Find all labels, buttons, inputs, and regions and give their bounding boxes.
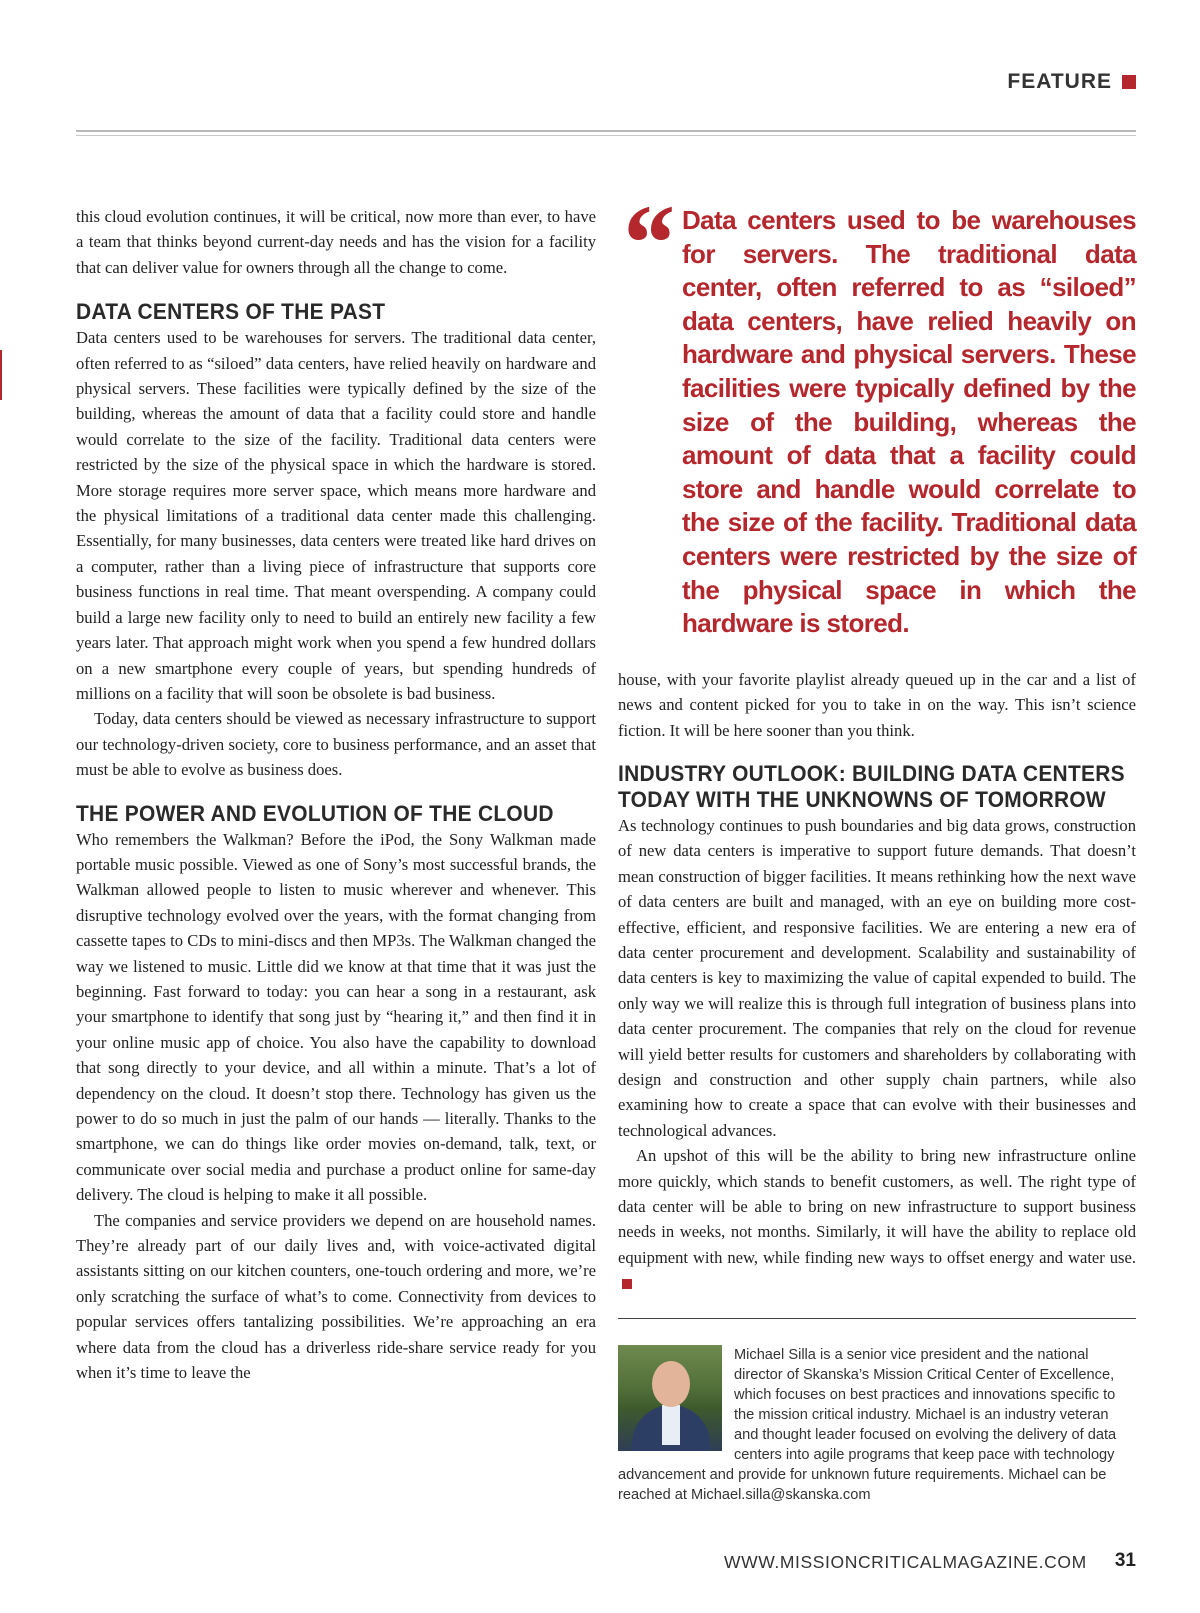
section-header [1007, 70, 1136, 94]
section-heading-past: DATA CENTERS OF THE PAST [76, 299, 386, 325]
cloud-paragraph-1: Who remembers the Walkman? Before the iPod, the Sony Walkman made portable music possible. Viewed as one of Sony’s most successful brands, the Walkman allowed people to listen to music wherever and whenever. This disruptive technology evolved over the years, with the format changing from cassette tapes to CDs to mini-discs and then MP3s. The Walkman changed the way we listened to music. Little did we know at that time that it was just the beginning. Fast forward to today: you can hear a song in a restaurant, ask your smartphone to identify that song just by “hearing it,” and then find it in your online music app of choice. You also have the capability to download that song directly to your device, and all within a minute. That’s a lot of dependency on the cloud. It doesn’t stop there. Technology has given us the power to do so much in just the palm of our hands — literally. Thanks to the smartphone, we can do things like order movies on-demand, talk, text, or communicate over social media and purchase a product online for same-day delivery. The cloud is helping to make it all possible. [76, 829, 596, 1205]
author-bio-text: Michael Silla is a senior vice president and the national director of Skanska’s Mission Critical Center of Excellence, which focuses on best practices and innovations specific to the mission critical industry. Michael is an industry veteran and thought leader focused on evolving the delivery of data centers into agile programs that keep pace with technology advancement and provide for unknown future requirements. Michael can be reached at Michael.silla@skanska.com [618, 1346, 1117, 1503]
outlook-paragraph-2 [618, 1143, 1136, 1295]
section-square-icon [1122, 75, 1136, 89]
section-heading-cloud: THE POWER AND EVOLUTION OF THE CLOUD [76, 800, 554, 826]
outlook-paragraph-2-text: An upshot of this will be the ability to bring new infrastructure online more quickly, which stands to benefit customers, as well. The right type of data center will be able to bring on new infrastructure to support business needs in weeks, not months. Similarly, it will have the ability to replace old equipment with new, while finding new ways to offset energy and water use. [618, 1146, 1136, 1267]
section-label: FEATURE [1007, 70, 1112, 93]
section-heading-outlook-line1: INDUSTRY OUTLOOK: BUILDING DATA CENTERS [618, 760, 1125, 786]
header-rule [76, 130, 1136, 132]
end-mark-icon [622, 1279, 632, 1289]
margin-marker [0, 350, 2, 400]
outlook-paragraph-1: As technology continues to push boundaries and big data grows, construction of new data centers is imperative to support future demands. That doesn’t mean construction of bigger facilities. It means rethinking how the next wave of data centers are built and managed, with an eye on building more cost-effective, efficient, and responsive facilities. We are entering a new era of data center procurement and development. Scalability and sustainability of data centers is key to maximizing the value of capital expended to build. The only way we will realize this is through full integration of business plans into data center procurement. The companies that rely on the cloud for revenue will yield better results for customers and shareholders by collaborating with design and construction and other supply chain partners, while also examining how to create a space that can evolve with their businesses and technological advances. [618, 815, 1136, 1140]
cloud-paragraph-2: The companies and service providers we depend on are household names. They’re already part of our daily lives and, with voice-activated digital assistants sitting on our kitchen counters, one-touch ordering and more, we’re only scratching the surface of what’s to come. Connectivity from devices to popular services offers tantalizing possibilities. We’re approaching an era where data from the cloud has a driverless ride-share service ready for you when it’s time to leave the [76, 1210, 596, 1383]
page-number: 31 [1114, 1550, 1136, 1571]
quote-mark-icon: “ [618, 182, 673, 304]
right-column [618, 182, 1136, 1505]
section-heading-outlook-line2: TODAY WITH THE UNKNOWNS OF TOMORROW [618, 786, 1106, 812]
past-paragraph-2: Today, data centers should be viewed as necessary infrastructure to support our technology-driven society, core to business performance, and an asset that must be able to evolve as business does. [76, 709, 596, 780]
footer-url: WWW.MISSIONCRITICALMAGAZINE.COM [724, 1552, 1087, 1572]
author-photo [618, 1345, 722, 1451]
pull-quote [618, 182, 1136, 641]
past-paragraph-1: Data centers used to be warehouses for servers. The traditional data center, often referred to as “siloed” data centers, have relied heavily on hardware and physical servers. These facilities were typically defined by the size of the building, whereas the amount of data that a facility could store and handle would correlate to the size of the facility. Traditional data centers were restricted by the size of the physical space in which the hardware is stored. More storage requires more server space, which means more hardware and the physical limitations of a traditional data center made this challenging. Essentially, for many businesses, data centers were treated like hard drives on a computer, rather than a living piece of infrastructure that supports core business functions in real time. That meant overspending. A company could build a large new facility only to need to build an entirely new facility a few years later. That approach might work when you spend a few hundred dollars on a new smartphone every couple of years, but spending hundreds of millions on a facility that will soon be obsolete is bad business. [76, 328, 596, 703]
intro-paragraph: this cloud evolution continues, it will be critical, now more than ever, to have a team that thinks beyond current-day needs and has the vision for a facility that can deliver value for owners through all the change to come. [76, 207, 596, 277]
header-rule-thin [76, 135, 1136, 136]
continuation-paragraph: house, with your favorite playlist already queued up in the car and a list of news and content picked for you to take in on the way. This isn’t science fiction. It will be here sooner than you think. [618, 669, 1136, 740]
section-heading-outlook [618, 760, 1125, 813]
left-column [76, 204, 596, 1385]
bio-divider [618, 1318, 1136, 1319]
author-bio [618, 1345, 1136, 1505]
pull-quote-text: Data centers used to be warehouses for servers. The traditional data center, often referred to as “siloed” data centers, have relied heavily on hardware and physical servers. These facilities were typically defined by the size of the building, whereas the amount of data that a facility could store and handle would correlate to the size of the facility. Traditional data centers were restricted by the size of the physical space in which the hardware is stored. [682, 205, 1136, 639]
